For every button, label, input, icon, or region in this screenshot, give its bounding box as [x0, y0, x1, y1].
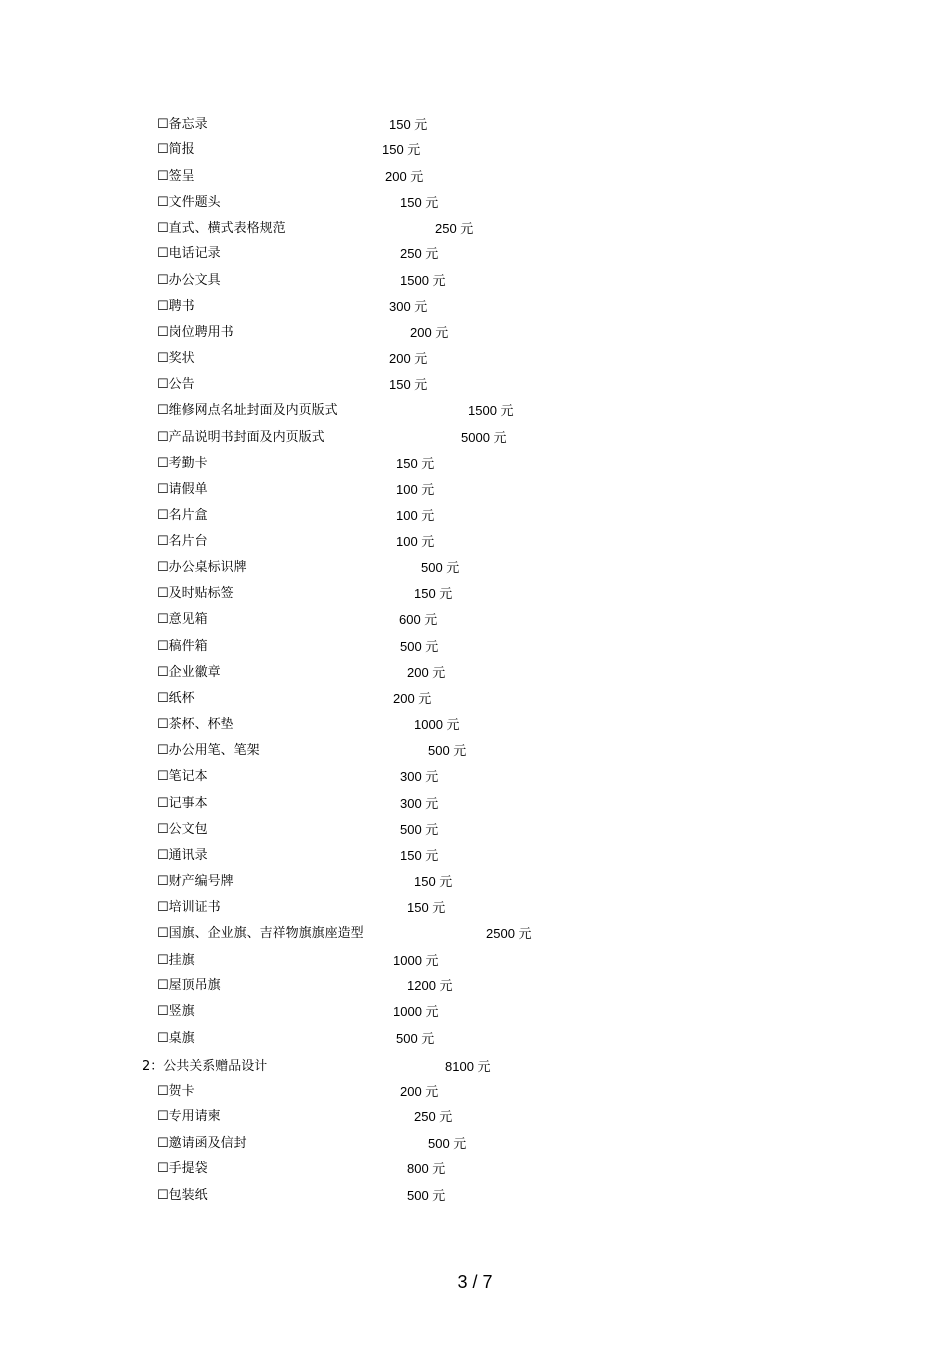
item-price: 500 元: [428, 743, 467, 758]
item-label: ☐邀请函及信封: [157, 1136, 247, 1151]
item-label: ☐办公文具: [157, 273, 221, 288]
item-price: 150 元: [400, 848, 439, 863]
item-price: 2500 元: [486, 926, 532, 941]
list-item: [0, 272, 950, 296]
list-item: [0, 194, 950, 218]
list-item: [0, 1187, 950, 1211]
item-label: ☐屋顶吊旗: [157, 978, 221, 993]
list-item: [0, 507, 950, 531]
item-price: 100 元: [396, 534, 435, 549]
item-price: 150 元: [414, 874, 453, 889]
item-price: 300 元: [389, 299, 428, 314]
item-price: 1000 元: [393, 1004, 439, 1019]
list-item: [0, 768, 950, 792]
item-price: 500 元: [396, 1031, 435, 1046]
item-price: 250 元: [400, 246, 439, 261]
item-price: 500 元: [421, 560, 460, 575]
item-price: 200 元: [385, 169, 424, 184]
section-title: 2：公共关系赠品设计: [142, 1059, 268, 1074]
item-label: ☐贺卡: [157, 1084, 195, 1099]
list-item: [0, 376, 950, 400]
item-label: ☐产品说明书封面及内页版式: [157, 430, 325, 445]
item-label: ☐手提袋: [157, 1161, 208, 1176]
list-item: [0, 925, 950, 949]
item-price: 250 元: [414, 1109, 453, 1124]
list-item: [0, 821, 950, 845]
item-price: 150 元: [396, 456, 435, 471]
item-label: ☐聘书: [157, 299, 195, 314]
item-label: ☐直式、横式表格规范: [157, 221, 286, 236]
list-item: [0, 1083, 950, 1107]
item-price: 150 元: [414, 586, 453, 601]
list-item: [0, 245, 950, 269]
item-label: ☐签呈: [157, 169, 195, 184]
item-price: 150 元: [382, 142, 421, 157]
list-item: [0, 795, 950, 819]
item-label: ☐稿件箱: [157, 639, 208, 654]
list-item: [0, 324, 950, 348]
list-item: [0, 116, 950, 140]
item-price: 800 元: [407, 1161, 446, 1176]
item-label: ☐包装纸: [157, 1188, 208, 1203]
item-label: ☐纸杯: [157, 691, 195, 706]
section-total: 8100 元: [445, 1059, 491, 1074]
list-item: [0, 742, 950, 766]
list-item: [0, 1030, 950, 1054]
list-item: [0, 298, 950, 322]
page-number: 3 / 7: [457, 1272, 493, 1292]
item-price: 1200 元: [407, 978, 453, 993]
list-item: [0, 611, 950, 635]
item-price: 100 元: [396, 508, 435, 523]
item-label: ☐茶杯、杯垫: [157, 717, 234, 732]
list-item: [0, 847, 950, 871]
list-item: [0, 1135, 950, 1159]
list-item: [0, 220, 950, 244]
item-price: 500 元: [428, 1136, 467, 1151]
item-price: 1500 元: [468, 403, 514, 418]
item-price: 500 元: [400, 639, 439, 654]
item-price: 300 元: [400, 796, 439, 811]
list-item: [0, 899, 950, 923]
list-item: [0, 455, 950, 479]
list-item: [0, 664, 950, 688]
item-price: 5000 元: [461, 430, 507, 445]
item-price: 100 元: [396, 482, 435, 497]
list-item: [0, 429, 950, 453]
list-item: [0, 481, 950, 505]
item-label: ☐奖状: [157, 351, 195, 366]
item-price: 200 元: [410, 325, 449, 340]
item-label: ☐岗位聘用书: [157, 325, 234, 340]
item-price: 200 元: [393, 691, 432, 706]
item-price: 1000 元: [393, 953, 439, 968]
item-label: ☐通讯录: [157, 848, 208, 863]
item-label: ☐企业徽章: [157, 665, 221, 680]
item-label: ☐考勤卡: [157, 456, 208, 471]
item-label: ☐国旗、企业旗、吉祥物旗旗座造型: [157, 926, 364, 941]
item-label: ☐办公用笔、笔架: [157, 743, 260, 758]
item-label: ☐笔记本: [157, 769, 208, 784]
item-price: 500 元: [400, 822, 439, 837]
item-label: ☐公文包: [157, 822, 208, 837]
item-label: ☐意见箱: [157, 612, 208, 627]
list-item: [0, 977, 950, 1001]
list-item: [0, 638, 950, 662]
item-label: ☐备忘录: [157, 117, 208, 132]
list-item: [0, 533, 950, 557]
list-item: [0, 402, 950, 426]
item-label: ☐名片台: [157, 534, 208, 549]
item-label: ☐及时贴标签: [157, 586, 234, 601]
list-item: [0, 873, 950, 897]
list-item: [0, 1108, 950, 1132]
item-label: ☐维修网点名址封面及内页版式: [157, 403, 338, 418]
list-item: [0, 559, 950, 583]
list-item: [0, 1003, 950, 1027]
list-item: [0, 952, 950, 976]
item-label: ☐名片盒: [157, 508, 208, 523]
list-item: [0, 141, 950, 165]
item-price: 1000 元: [414, 717, 460, 732]
item-label: ☐公告: [157, 377, 195, 392]
item-price: 500 元: [407, 1188, 446, 1203]
item-price: 150 元: [389, 377, 428, 392]
list-item: [0, 1160, 950, 1184]
item-price: 600 元: [399, 612, 438, 627]
item-price: 1500 元: [400, 273, 446, 288]
item-price: 150 元: [400, 195, 439, 210]
item-price: 200 元: [407, 665, 446, 680]
item-price: 150 元: [407, 900, 446, 915]
item-label: ☐电话记录: [157, 246, 221, 261]
item-label: ☐财产编号牌: [157, 874, 234, 889]
item-label: ☐挂旗: [157, 953, 195, 968]
list-item: [0, 716, 950, 740]
item-price: 200 元: [400, 1084, 439, 1099]
list-item: [0, 350, 950, 374]
list-item: [0, 168, 950, 192]
item-label: ☐文件题头: [157, 195, 221, 210]
section-heading: [0, 1058, 950, 1082]
item-label: ☐请假单: [157, 482, 208, 497]
item-label: ☐简报: [157, 142, 195, 157]
list-item: [0, 585, 950, 609]
item-label: ☐办公桌标识牌: [157, 560, 247, 575]
item-price: 250 元: [435, 221, 474, 236]
item-label: ☐桌旗: [157, 1031, 195, 1046]
item-label: ☐培训证书: [157, 900, 221, 915]
item-label: ☐记事本: [157, 796, 208, 811]
item-price: 200 元: [389, 351, 428, 366]
list-item: [0, 690, 950, 714]
item-price: 150 元: [389, 117, 428, 132]
item-price: 300 元: [400, 769, 439, 784]
item-label: ☐竖旗: [157, 1004, 195, 1019]
item-label: ☐专用请柬: [157, 1109, 221, 1124]
